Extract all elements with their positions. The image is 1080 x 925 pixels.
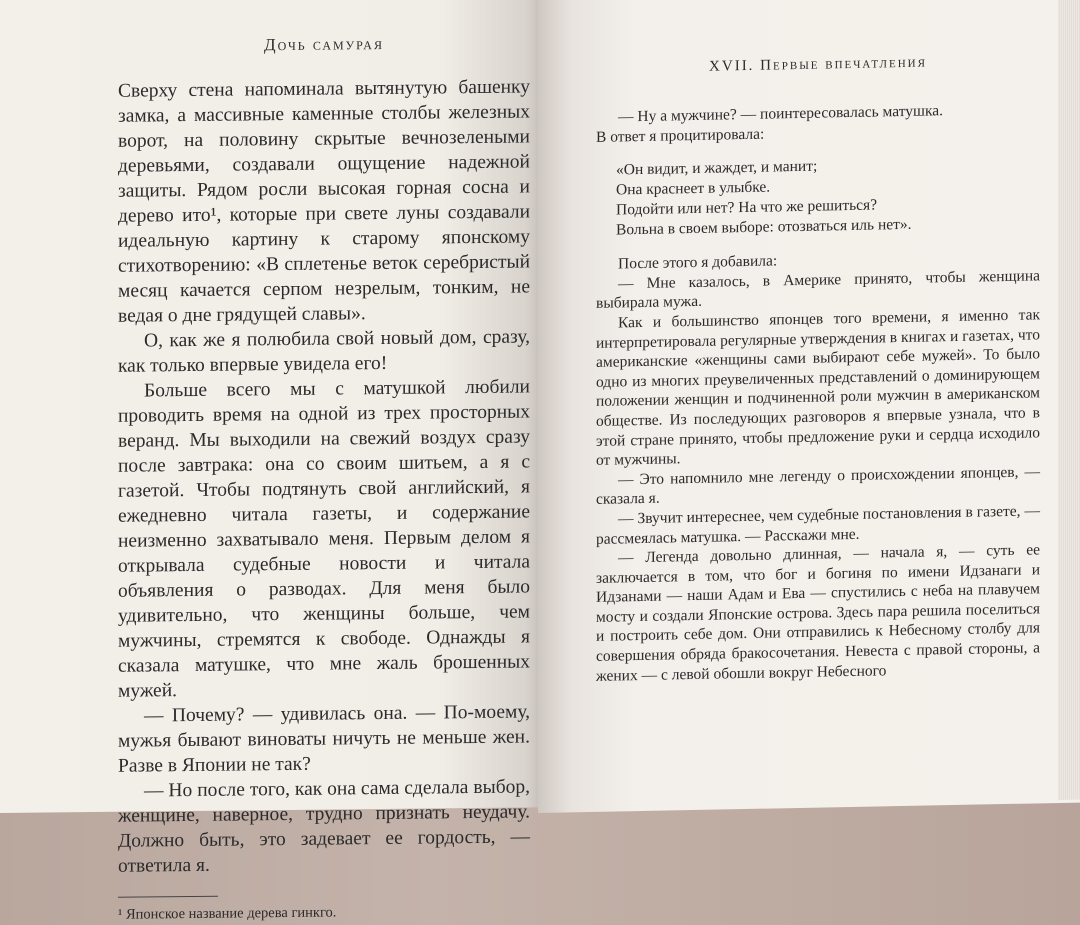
- verse-line-1: «Он видит, и жаждет, и манит;: [616, 157, 818, 179]
- verse-block: [616, 153, 1040, 241]
- verse-line-2: Она краснеет в улыбке.: [616, 178, 771, 199]
- left-paragraph-4: — Почему? — удивилась она. — По-моему, мужья бывают виноваты ничуть не меньше жен. Разве в Японии не так?: [118, 701, 530, 777]
- left-paragraph-5: — Но после того, как она сама сделала выбор, женщине, наверное, трудно признать неудачу. Должно быть, это задевает ее гордость, — ответила я.: [118, 776, 530, 877]
- footnote-rule: [118, 896, 218, 898]
- footnote: ¹ Японское название дерева гинкго.: [118, 904, 337, 923]
- right-running-head: XVII. Первые впечатления: [709, 54, 927, 75]
- right-paragraph-4: — Мне казалось, в Америке принято, чтобы женщина выбирала мужа.: [596, 267, 1040, 313]
- right-paragraph-8: — Легенда довольно длинная, — начала я, — суть ее заключается в том, что бог и богиня по имени Идзанаги и Идзанами — наши Адам и Ева — спустились с неба на плавучем мосту и создали Японские острова. Здесь пара решила поселиться и построить себе дом. Они отправились к Небесному столбу для совершения обряда бракосочетания. Невеста с правой стороны, а жених — с левой обошли вокруг Небесного: [596, 541, 1040, 685]
- page-edge: [1058, 0, 1080, 800]
- right-paragraph-1: — Ну а мужчине? — поинтересовалась матушка.: [618, 102, 944, 126]
- left-paragraph-3: Больше всего мы с матушкой любили проводить время на одной из трех просторных веранд. Мы выходили на свежий воздух сразу после завтрака: она со своим шитьем, а я с газетой. Чтобы подтянуть свой английский, я ежедневно читала газеты, и содержание неизменно захватывало меня. Первым делом я открывала судебные новости и читала объявления о разводах. Для меня было удивительно, что женщины больше, чем мужчины, стремятся к свободе. Однажды я сказала матушке, что мне жаль брошенных мужей.: [118, 376, 530, 702]
- verse-line-3: Подойти или нет? На что же решиться?: [616, 196, 878, 219]
- left-paragraph-1: Сверху стена напоминала вытянутую башенку замка, а массивные каменные столбы железных ворот, на половину скрытые вечнозелеными деревьями, создавали ощущение надежной защиты. Рядом росли высокая горная сосна и дерево ито¹, которые при свете луны создавали идеальную картину к старому японскому стихотворению: «В сплетенье веток серебристый месяц качается серпом незрелым, тонким, не ведая о дне грядущей славы».: [118, 76, 530, 327]
- right-paragraph-2: В ответ я процитировала:: [596, 125, 765, 146]
- right-paragraph-5: Как и большинство японцев того времени, я именно так интерпретировала регулярные утверждения в книгах и газетах, что американские «женщины сами выбирают себе мужей». То было одно из многих преувеличенных представлений о доминирующем положении женщин и подчиненной роли мужчин в американском обществе. Из последующих разговоров я впервые узнала, что в этой стране принято, чтобы предложение руки и сердца исходило от мужчины.: [596, 306, 1040, 470]
- right-paragraph-3: После этого я добавила:: [618, 252, 778, 273]
- left-paragraph-2: О, как же я полюбила свой новый дом, сразу, как только впервые увидела его!: [118, 326, 530, 377]
- right-paragraph-6: — Это напомнило мне легенду о происхождении японцев, — сказала я.: [596, 463, 1040, 509]
- right-page: [538, 0, 1080, 813]
- right-paragraph-7: — Звучит интереснее, чем судебные постановления в газете, — рассмеялась матушка. — Расскажи мне.: [596, 502, 1040, 548]
- left-running-head: Дочь самурая: [264, 33, 384, 55]
- verse-line-4: Вольна в своем выборе: отозваться иль нет».: [616, 216, 912, 239]
